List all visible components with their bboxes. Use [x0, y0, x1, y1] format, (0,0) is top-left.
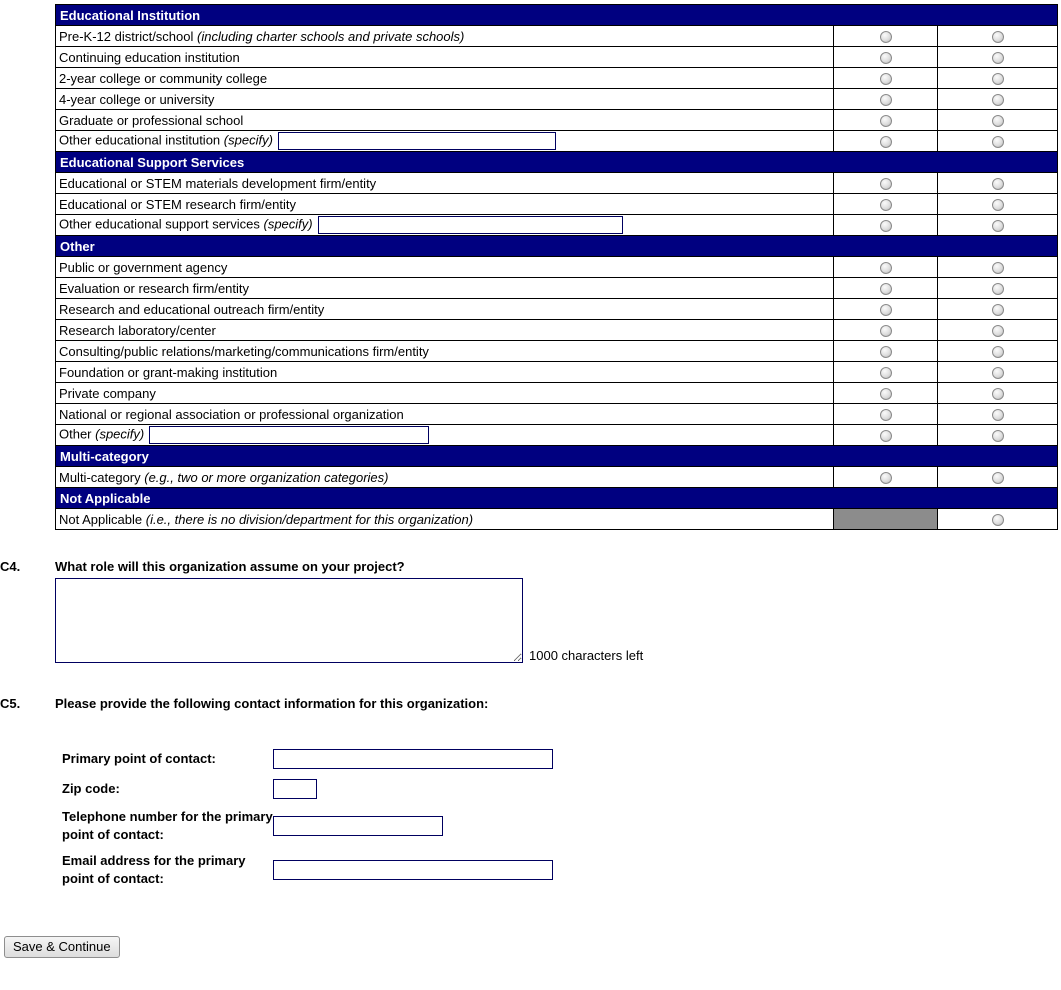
radio-cell-col-1	[834, 257, 938, 278]
contact-row	[62, 808, 553, 843]
radio-button[interactable]	[880, 262, 892, 274]
row-label: 4-year college or university	[59, 91, 215, 107]
radio-button[interactable]	[880, 31, 892, 43]
section-header: Other	[56, 236, 1058, 257]
specify-input[interactable]	[318, 216, 623, 234]
radio-button[interactable]	[992, 304, 1004, 316]
table-row	[56, 68, 1058, 89]
radio-cell-col-2	[938, 47, 1058, 68]
row-label: Multi-category	[59, 469, 145, 485]
radio-cell-col-1	[834, 89, 938, 110]
radio-cell-col-1	[834, 215, 938, 236]
question-c5	[0, 696, 1061, 896]
radio-button[interactable]	[992, 283, 1004, 295]
section-header-row	[56, 5, 1058, 26]
radio-button[interactable]	[880, 472, 892, 484]
table-row	[56, 47, 1058, 68]
row-label-cell	[56, 194, 834, 215]
radio-cell-col-1	[834, 341, 938, 362]
save-continue-button[interactable]: Save & Continue	[4, 936, 120, 958]
specify-input[interactable]	[149, 426, 429, 444]
row-label-cell	[56, 509, 834, 530]
row-label-italic: (specify)	[95, 426, 145, 442]
radio-cell-col-1	[834, 131, 938, 152]
row-label-cell	[56, 467, 834, 488]
row-label: Consulting/public relations/marketing/communications firm/entity	[59, 343, 429, 359]
radio-cell-col-2	[938, 467, 1058, 488]
table-row	[56, 404, 1058, 425]
radio-button[interactable]	[992, 262, 1004, 274]
row-label-cell	[56, 215, 834, 236]
table-row	[56, 194, 1058, 215]
section-header: Not Applicable	[56, 488, 1058, 509]
row-label-cell	[56, 110, 834, 131]
radio-cell-col-1	[834, 173, 938, 194]
radio-button[interactable]	[992, 472, 1004, 484]
radio-button[interactable]	[880, 367, 892, 379]
row-label: Public or government agency	[59, 259, 228, 275]
table-row	[56, 362, 1058, 383]
row-label-italic: (e.g., two or more organization categories)	[144, 469, 389, 485]
section-header: Educational Support Services	[56, 152, 1058, 173]
disabled-cell	[834, 509, 938, 530]
radio-button[interactable]	[992, 115, 1004, 127]
radio-button[interactable]	[992, 514, 1004, 526]
table-row	[56, 299, 1058, 320]
row-label: Research and educational outreach firm/entity	[59, 301, 325, 317]
radio-button[interactable]	[992, 73, 1004, 85]
radio-button[interactable]	[992, 52, 1004, 64]
radio-cell-col-1	[834, 26, 938, 47]
radio-cell-col-2	[938, 509, 1058, 530]
question-c4-text: What role will this organization assume on your project?	[55, 559, 405, 574]
radio-cell-col-2	[938, 278, 1058, 299]
row-label: Educational or STEM research firm/entity	[59, 196, 296, 212]
row-label: Research laboratory/center	[59, 322, 216, 338]
primary-contact-label: Primary point of contact:	[62, 750, 216, 766]
radio-cell-col-2	[938, 215, 1058, 236]
row-label-cell	[56, 299, 834, 320]
radio-cell-col-2	[938, 362, 1058, 383]
radio-button[interactable]	[880, 325, 892, 337]
zip-code-label: Zip code:	[62, 780, 120, 796]
table-row	[56, 257, 1058, 278]
radio-button[interactable]	[880, 388, 892, 400]
table-row	[56, 341, 1058, 362]
table-row	[56, 467, 1058, 488]
row-label-cell	[56, 173, 834, 194]
section-header-row	[56, 236, 1058, 257]
radio-button[interactable]	[992, 199, 1004, 211]
radio-cell-col-2	[938, 383, 1058, 404]
row-label: Other	[59, 426, 96, 442]
radio-cell-col-2	[938, 257, 1058, 278]
role-textarea[interactable]	[55, 578, 523, 663]
radio-button[interactable]	[880, 94, 892, 106]
section-header-row	[56, 446, 1058, 467]
radio-button[interactable]	[880, 52, 892, 64]
radio-button[interactable]	[992, 430, 1004, 442]
radio-button[interactable]	[880, 73, 892, 85]
table-row	[56, 425, 1058, 446]
table-row	[56, 278, 1058, 299]
table-row	[56, 215, 1058, 236]
row-label-cell	[56, 68, 834, 89]
radio-button[interactable]	[992, 346, 1004, 358]
radio-cell-col-2	[938, 110, 1058, 131]
radio-cell-col-1	[834, 47, 938, 68]
table-row	[56, 131, 1058, 152]
radio-cell-col-2	[938, 341, 1058, 362]
row-label-italic: (specify)	[263, 216, 313, 232]
row-label: Private company	[59, 385, 156, 401]
radio-cell-col-1	[834, 404, 938, 425]
table-row	[56, 26, 1058, 47]
radio-button[interactable]	[992, 409, 1004, 421]
row-label: 2-year college or community college	[59, 70, 268, 86]
radio-cell-col-1	[834, 68, 938, 89]
row-label: Not Applicable	[59, 511, 146, 527]
characters-left-label: 1000 characters left	[529, 648, 644, 663]
radio-button[interactable]	[880, 283, 892, 295]
row-label: Pre-K-12 district/school	[59, 28, 197, 44]
radio-cell-col-1	[834, 278, 938, 299]
row-label: Other educational support services	[59, 216, 264, 232]
question-c4	[0, 559, 1061, 663]
row-label-cell	[56, 320, 834, 341]
email-input[interactable]	[273, 860, 553, 880]
contact-row	[62, 778, 553, 799]
radio-button[interactable]	[880, 199, 892, 211]
row-label-cell	[56, 47, 834, 68]
radio-button[interactable]	[992, 31, 1004, 43]
row-label-cell	[56, 404, 834, 425]
radio-cell-col-1	[834, 362, 938, 383]
table-row	[56, 173, 1058, 194]
row-label-cell	[56, 362, 834, 383]
radio-cell-col-2	[938, 425, 1058, 446]
section-header-row	[56, 152, 1058, 173]
radio-cell-col-2	[938, 404, 1058, 425]
row-label-italic: (including charter schools and private schools)	[197, 28, 465, 44]
row-label: Continuing education institution	[59, 49, 240, 65]
primary-contact-input[interactable]	[273, 749, 553, 769]
radio-button[interactable]	[992, 136, 1004, 148]
section-header: Educational Institution	[56, 5, 1058, 26]
email-label: Email address for the primary point of contact:	[62, 853, 246, 886]
radio-button[interactable]	[880, 430, 892, 442]
row-label-italic: (specify)	[223, 132, 273, 148]
row-label: Evaluation or research firm/entity	[59, 280, 250, 296]
row-label: Graduate or professional school	[59, 112, 244, 128]
radio-button[interactable]	[992, 388, 1004, 400]
row-label: National or regional association or professional organization	[59, 406, 404, 422]
question-c5-number: C5.	[0, 696, 21, 711]
row-label: Other educational institution	[59, 132, 224, 148]
row-label-cell	[56, 278, 834, 299]
table-row	[56, 383, 1058, 404]
row-label-cell	[56, 26, 834, 47]
section-header: Multi-category	[56, 446, 1058, 467]
telephone-input[interactable]	[273, 816, 443, 836]
organization-category-table	[55, 4, 1058, 530]
radio-button[interactable]	[992, 325, 1004, 337]
question-c4-number: C4.	[0, 559, 21, 574]
row-label: Foundation or grant-making institution	[59, 364, 278, 380]
radio-cell-col-1	[834, 110, 938, 131]
radio-cell-col-2	[938, 173, 1058, 194]
table-row	[56, 509, 1058, 530]
row-label-cell	[56, 341, 834, 362]
row-label-cell	[56, 131, 834, 152]
section-header-row	[56, 488, 1058, 509]
row-label-cell	[56, 425, 834, 446]
radio-cell-col-1	[834, 467, 938, 488]
row-label: Educational or STEM materials development firm/entity	[59, 175, 377, 191]
radio-cell-col-1	[834, 320, 938, 341]
table-row	[56, 89, 1058, 110]
radio-button[interactable]	[880, 409, 892, 421]
contact-row	[62, 852, 553, 887]
row-label-italic: (i.e., there is no division/department for this organization)	[145, 511, 474, 527]
table-row	[56, 320, 1058, 341]
radio-cell-col-2	[938, 299, 1058, 320]
radio-button[interactable]	[880, 220, 892, 232]
specify-input[interactable]	[278, 132, 556, 150]
radio-cell-col-1	[834, 194, 938, 215]
radio-button[interactable]	[992, 178, 1004, 190]
radio-cell-col-2	[938, 26, 1058, 47]
radio-cell-col-1	[834, 299, 938, 320]
radio-cell-col-1	[834, 425, 938, 446]
zip-code-input[interactable]	[273, 779, 317, 799]
radio-cell-col-2	[938, 320, 1058, 341]
question-c5-text: Please provide the following contact information for this organization:	[55, 696, 489, 711]
table-row	[56, 110, 1058, 131]
radio-cell-col-1	[834, 383, 938, 404]
row-label-cell	[56, 257, 834, 278]
radio-button[interactable]	[880, 136, 892, 148]
radio-button[interactable]	[880, 346, 892, 358]
radio-cell-col-2	[938, 89, 1058, 110]
telephone-label: Telephone number for the primary point of contact:	[62, 809, 273, 842]
radio-button[interactable]	[992, 367, 1004, 379]
radio-button[interactable]	[992, 94, 1004, 106]
radio-button[interactable]	[880, 304, 892, 316]
row-label-cell	[56, 383, 834, 404]
radio-button[interactable]	[992, 220, 1004, 232]
radio-cell-col-2	[938, 194, 1058, 215]
row-label-cell	[56, 89, 834, 110]
contact-fields	[62, 748, 553, 887]
contact-row	[62, 748, 553, 769]
radio-cell-col-2	[938, 131, 1058, 152]
radio-cell-col-2	[938, 68, 1058, 89]
radio-button[interactable]	[880, 115, 892, 127]
radio-button[interactable]	[880, 178, 892, 190]
